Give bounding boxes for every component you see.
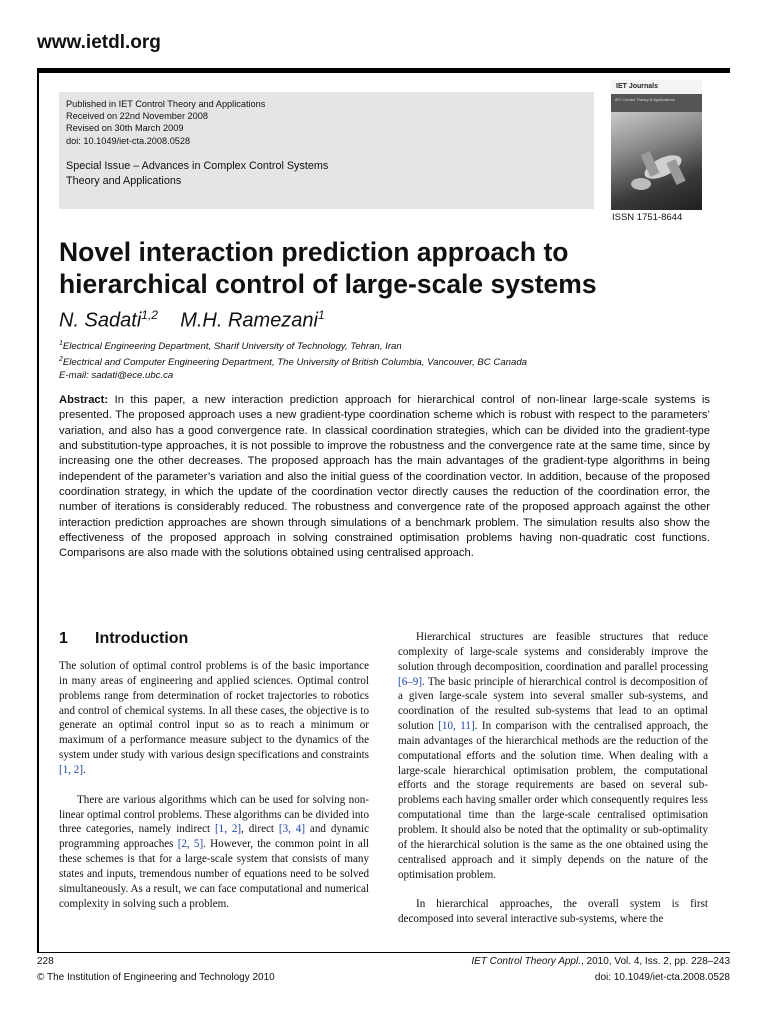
citation-link[interactable]: [1, 2] bbox=[59, 763, 84, 776]
left-column bbox=[59, 659, 369, 927]
footer-rule bbox=[37, 952, 730, 953]
cover-logo: IET Journals bbox=[616, 83, 659, 90]
journal-volume: , 2010, Vol. 4, Iss. 2, pp. 228–243 bbox=[581, 956, 730, 967]
right-column bbox=[398, 630, 708, 942]
title-line1: Novel interaction prediction approach to bbox=[59, 237, 569, 267]
section-number: 1 bbox=[59, 630, 68, 647]
affiliation-1-text: Electrical Engineering Department, Sharif University of Technology, Tehran, Iran bbox=[62, 341, 402, 353]
intro-paragraph-1 bbox=[59, 659, 369, 778]
author-1-affil: 1,2 bbox=[141, 308, 158, 322]
intro-paragraph-4: In hierarchical approaches, the overall system is first decomposed into several interactive sub-systems, where the bbox=[398, 898, 708, 926]
author-2-affil: 1 bbox=[318, 308, 325, 322]
citation-link[interactable]: [3, 4] bbox=[278, 823, 306, 836]
body-text: Hierarchical structures are feasible structures that reduce complexity of large-scale systems and considerably improve the solution through decomposition, coordination and parallel processing bbox=[398, 631, 708, 673]
satellite-graphic bbox=[611, 112, 702, 210]
abstract-text: In this paper, a new interaction prediction approach for hierarchical control of non-linear large-scale systems is presented. The proposed approach uses a new gradient-type coordination scheme which is robust with respect to the parameters’ variation, and also has a good convergence rate. In classical coordination strategies, which can be divided into the gradient-type and substitution-type approaches, it is not possible to improve the robustness and the convergence rate at the same time, since by increasing one the other decreases. The proposed approach has the main advantages of the gradient-type algorithms in being independent of the parameter’s variation and also the initial guess of the coordination vector. In addition, because of the proposed coordination strategy, in which the update of the coordination vector directly causes the reduction of the coordination error, the number of iterations is considerably reduced. The robustness and convergence rate of the proposed approach against the other interaction prediction approaches are shown through simulations of a benchmark problem. The simulation results also show the effectiveness of the proposed approach in solving constrained optimisation problems having non-quadratic cost functions. Comparisons are also made with the solutions obtained using centralised approach. bbox=[59, 394, 710, 560]
section-title: Introduction bbox=[95, 630, 189, 647]
journal-cover-image bbox=[611, 80, 702, 210]
body-text: The solution of optimal control problems is of the basic importance in many areas of engineering and applied sciences. Optimal control problems range from determination of rocket trajectories to robotics and control of chemical systems. In all these cases, the objective is to generate an optimal control input so as to reach a minimum or maximum of a performance measure subject to the dynamics of the system under study with various design specifications and constraints bbox=[59, 660, 369, 762]
special-issue-line2: Theory and Applications bbox=[66, 174, 182, 187]
paper-title bbox=[59, 236, 739, 300]
publication-info-box bbox=[59, 92, 594, 209]
author-email[interactable]: E-mail: sadati@ece.ubc.ca bbox=[59, 370, 174, 382]
body-text: . However, the common point in all these schemes is that for a large-scale system that consists of many states and inputs, tremendous number of equations need to be solved simultaneously. As a result, we can face computational and numerical complexity in solving such a problem. bbox=[59, 838, 369, 910]
affiliation-1 bbox=[59, 337, 527, 353]
affiliation-2 bbox=[59, 353, 527, 369]
body-text: . bbox=[83, 763, 86, 776]
published-in: Published in IET Control Theory and Applications bbox=[66, 99, 266, 109]
cover-header bbox=[611, 80, 702, 94]
left-margin-rule bbox=[37, 73, 39, 953]
abstract-label: Abstract: bbox=[59, 394, 109, 406]
section-heading bbox=[59, 630, 188, 648]
citation-link[interactable]: [6–9] bbox=[398, 675, 423, 688]
journal-name: IET Control Theory Appl. bbox=[471, 956, 581, 967]
affiliation-2-text: Electrical and Computer Engineering Department, The University of British Columbia, Vancouver, BC Canada bbox=[62, 357, 528, 369]
body-text: , direct bbox=[241, 823, 279, 836]
cover-photo bbox=[611, 112, 702, 210]
site-url[interactable]: www.ietdl.org bbox=[37, 32, 161, 53]
body-text: and dynamic programming approaches bbox=[59, 823, 370, 851]
copyright: © The Institution of Engineering and Technology 2010 bbox=[37, 972, 275, 983]
abstract bbox=[59, 393, 710, 562]
doi-text: doi: 10.1049/iet-cta.2008.0528 bbox=[66, 135, 191, 146]
publication-meta bbox=[66, 98, 265, 147]
citation-link[interactable]: [10, 11] bbox=[438, 720, 475, 733]
special-issue-line1: Special Issue – Advances in Complex Control Systems bbox=[66, 160, 329, 172]
affiliation-2-marker: 2 bbox=[59, 356, 63, 364]
citation-link[interactable]: [1, 2] bbox=[214, 823, 242, 836]
journal-citation bbox=[471, 956, 730, 967]
cover-band: IET Control Theory & Applications bbox=[611, 94, 702, 112]
author-1: N. Sadati bbox=[59, 309, 142, 332]
header-rule bbox=[37, 68, 730, 73]
authors bbox=[59, 308, 325, 333]
revised-date: Revised on 30th March 2009 bbox=[66, 123, 184, 134]
title-line2: hierarchical control of large-scale systems bbox=[59, 269, 597, 299]
author-2: M.H. Ramezani bbox=[180, 309, 318, 332]
body-text: . The basic principle of hierarchical control is decomposition of a given large-scale system into several smaller sub-systems, and coordination of the resulted sub-systems that lead to an optimal solution bbox=[398, 675, 708, 733]
citation-link[interactable]: [2, 5] bbox=[177, 838, 204, 851]
page-number: 228 bbox=[37, 956, 54, 967]
issn: ISSN 1751-8644 bbox=[612, 212, 683, 223]
affiliation-1-marker: 1 bbox=[59, 340, 63, 347]
intro-paragraph-3 bbox=[398, 630, 708, 882]
special-issue bbox=[66, 159, 328, 188]
body-text: . In comparison with the centralised approach, the main advantages of the hierarchical methods are the reduction of the computational efforts and the solution time. When dealing with a large-scale hierarchical optimisation problem, the computational efforts and the storage requirements are based on several sub-problems each having smaller order which consequently requires less computational time than the large-scale centralised optimisation problem. It should also be noted that the optimality or sub-optimality of the hierarchical solution is the same as the one obtained using the centralised approach and it simply depends on the nature of the optimisation problem. bbox=[398, 720, 708, 881]
received-date: Received on 22nd November 2008 bbox=[66, 111, 208, 122]
footer-doi: doi: 10.1049/iet-cta.2008.0528 bbox=[594, 972, 730, 983]
intro-paragraph-2 bbox=[59, 793, 369, 912]
affiliations bbox=[59, 337, 527, 382]
body-text: There are various algorithms which can be used for solving non-linear optimal control problems. These algorithms can be divided into three categories, namely indirect bbox=[59, 793, 369, 836]
